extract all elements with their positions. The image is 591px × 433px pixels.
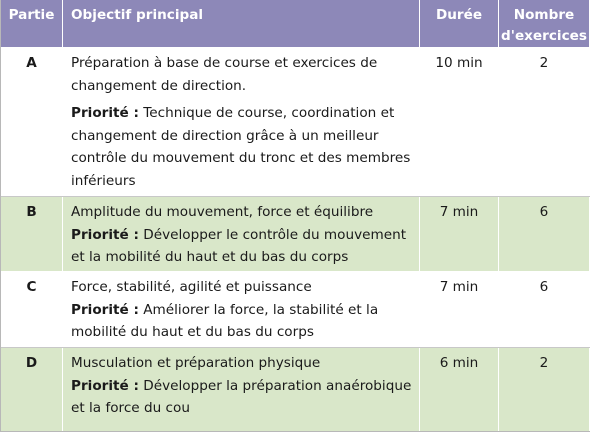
row-exercise-count: 6 bbox=[499, 272, 590, 347]
row-objective: Musculation et préparation physique bbox=[71, 355, 321, 371]
row-duration: 6 min bbox=[420, 348, 499, 431]
table-header-row bbox=[1, 0, 590, 48]
row-duration: 7 min bbox=[420, 272, 499, 347]
row-duration: 7 min bbox=[420, 197, 499, 271]
row-objective: Force, stabilité, agilité et puissance bbox=[71, 279, 312, 295]
table-row-a bbox=[1, 48, 590, 197]
row-exercise-count: 2 bbox=[499, 48, 590, 196]
priority-text: Améliorer la force, la stabilité et la mobilité du haut et du bas du corps bbox=[71, 301, 379, 340]
table-row-d bbox=[1, 348, 590, 432]
row-objective-cell bbox=[63, 197, 420, 271]
row-part: A bbox=[1, 48, 63, 196]
row-objective-cell bbox=[63, 272, 420, 347]
table-row-c bbox=[1, 272, 590, 348]
priority-label: Priorité : bbox=[71, 377, 139, 394]
row-part: D bbox=[1, 348, 63, 431]
table-row-b bbox=[1, 197, 590, 272]
priority-text: Développer la préparation anaérobique et la force du cou bbox=[71, 377, 412, 416]
header-count-line1: Nombre bbox=[513, 7, 575, 23]
row-objective-cell bbox=[63, 348, 420, 431]
header-count-line2: d'exercices bbox=[501, 28, 587, 44]
row-part: C bbox=[1, 272, 63, 347]
priority-text: Développer le contrôle du mouvement et la mobilité du haut et du bas du corps bbox=[71, 226, 407, 265]
row-objective: Amplitude du mouvement, force et équilibre bbox=[71, 204, 374, 220]
header-part: Partie bbox=[1, 0, 63, 47]
row-priority bbox=[71, 375, 413, 420]
priority-text: Technique de course, coordination et changement de direction grâce à un meilleur contrôle du mouvement du tronc et des membres inférieurs bbox=[71, 105, 411, 189]
header-exercise-count bbox=[499, 0, 590, 47]
row-part: B bbox=[1, 197, 63, 271]
row-exercise-count: 6 bbox=[499, 197, 590, 271]
priority-label: Priorité : bbox=[71, 301, 139, 318]
row-priority bbox=[71, 224, 413, 269]
priority-label: Priorité : bbox=[71, 105, 139, 121]
row-objective: Préparation à base de course et exercices de changement de direction. bbox=[71, 55, 378, 94]
header-duration: Durée bbox=[420, 0, 499, 47]
row-objective-cell bbox=[63, 48, 420, 196]
row-priority bbox=[71, 299, 413, 344]
priority-label: Priorité : bbox=[71, 226, 139, 243]
row-priority bbox=[71, 102, 413, 192]
row-exercise-count: 2 bbox=[499, 348, 590, 431]
header-objective: Objectif principal bbox=[63, 0, 420, 47]
row-duration: 10 min bbox=[420, 48, 499, 196]
